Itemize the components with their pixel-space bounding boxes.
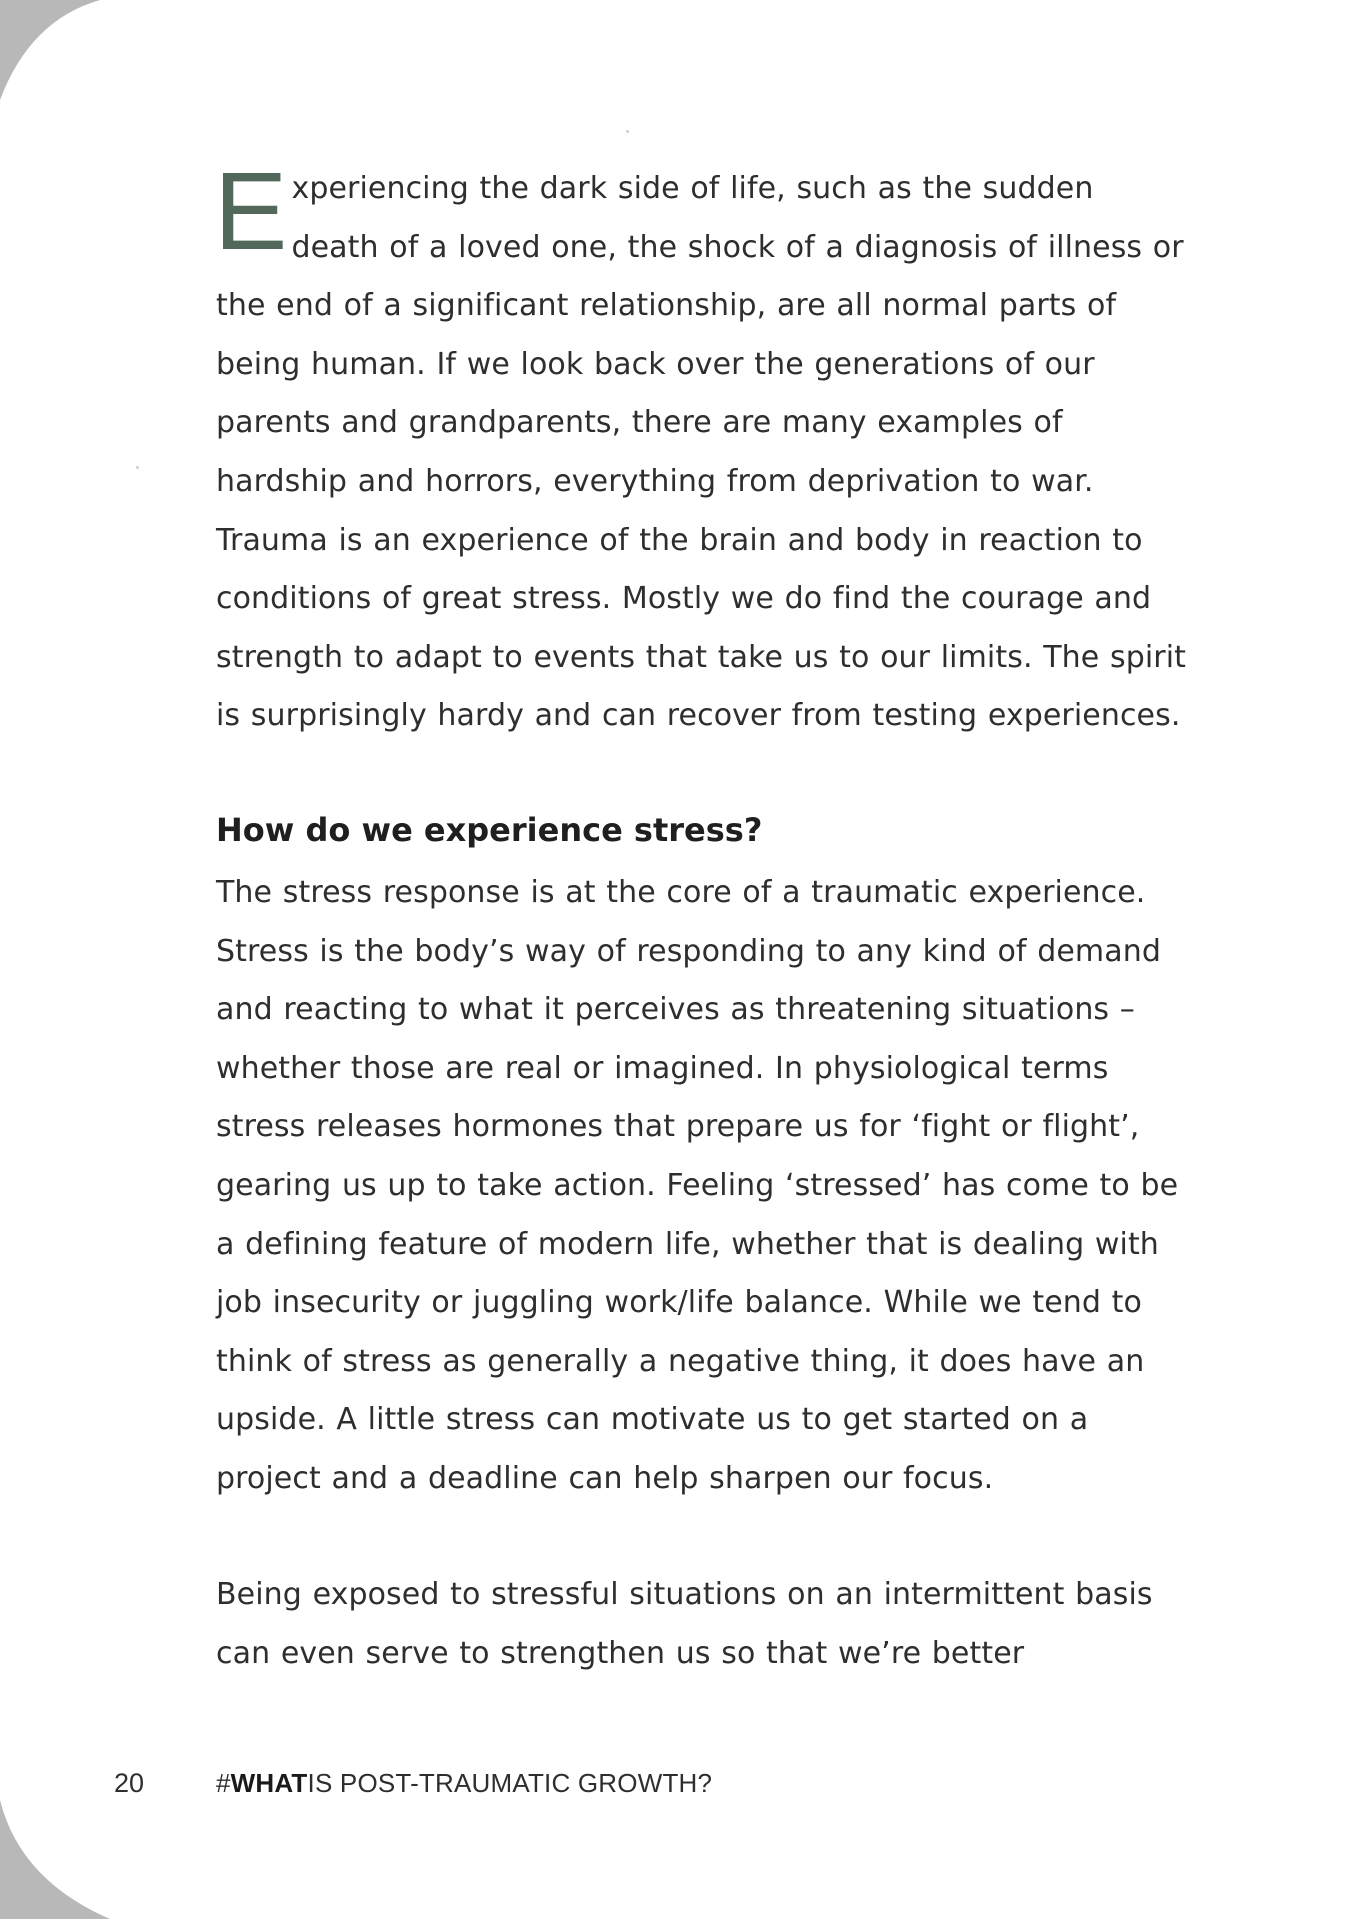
- intro-paragraph: [214, 150, 1187, 746]
- section-heading: How do we experience stress?: [216, 810, 763, 849]
- section-paragraph-continued: Being exposed to stressful situations on an intermittent basis can even serve to strengthen us so that we’re better: [216, 1577, 1153, 1672]
- section-paragraph: The stress response is at the core of a traumatic experience. Stress is the body’s way of responding to any kind of demand and reacting to what it perceives as threatening situations – whether those are real or imagined. In physiological terms stress releases hormones that prepare us for ‘fight or flight’, gearing us up to take action. Feeling ‘stressed’ has come to be a defining feature of modern life, whether that is dealing with job insecurity or juggling work/life balance. While we tend to think of stress as generally a negative thing, it does have an upside. A little stress can motivate us to get started on a project and a deadline can help sharpen our focus.: [216, 874, 1179, 1496]
- drop-cap: E: [214, 150, 288, 273]
- intro-text: xperiencing the dark side of life, such as the sudden death of a loved one, the shock of a diagnosis of illness or the end of a significant relationship, are all normal parts of being human. If we look back over the generations of our parents and grandparents, there are many examples of hardship and horrors, everything from deprivation to war. Trauma is an experience of the brain and body in reaction to conditions of great stress. Mostly we do find the courage and strength to adapt to events that take us to our limits. The spirit is surprisingly hardy and can recover from testing experiences.: [216, 171, 1187, 734]
- page-number: 20: [114, 1768, 145, 1798]
- running-head-bold: WHAT: [230, 1768, 308, 1798]
- scan-speck: [626, 130, 629, 133]
- running-head-prefix: #: [216, 1768, 231, 1798]
- running-head: [216, 1768, 712, 1799]
- body-text: [214, 150, 1187, 1684]
- scan-speck: [136, 466, 139, 469]
- running-head-title: IS POST-TRAUMATIC GROWTH?: [307, 1768, 713, 1798]
- page-footer: [0, 1768, 1370, 1804]
